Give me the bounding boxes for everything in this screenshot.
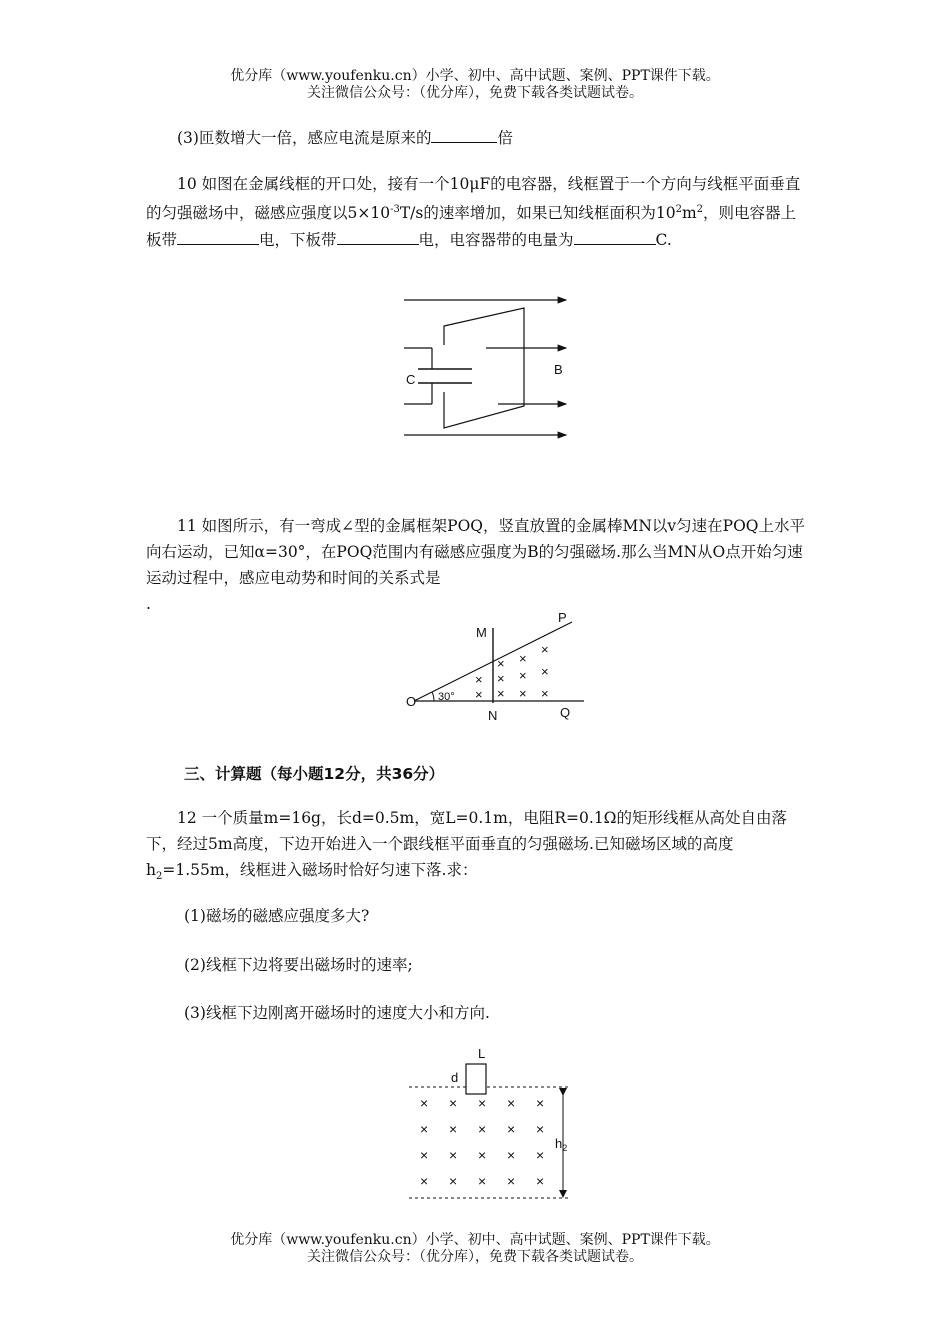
- question-11: [146, 513, 806, 617]
- q12-text-1: 12 一个质量m=16g，长d=0.5m，宽L=0.1m，电阻R=0.1Ω的矩形线框从高处自由落下，经过5m高度，下边开始进入一个跟线框平面垂直的匀强磁场.已知磁场区域的高度h: [146, 809, 788, 879]
- field-cross-mark: ×: [420, 1095, 429, 1111]
- q10-text-5: 电，下板带: [259, 231, 337, 250]
- q10-text-4: ，则电容器上板带: [146, 204, 797, 250]
- field-cross-mark: ×: [519, 686, 527, 701]
- section-3-title: 三、计算题（每小题12分，共36分）: [184, 765, 445, 783]
- q10-exponent: -3: [390, 204, 400, 215]
- answer-blank[interactable]: [431, 124, 497, 143]
- field-cross-mark: ×: [478, 1173, 487, 1189]
- label-h2: $h_2$: [555, 1136, 568, 1153]
- q12-subquestion-2: (2)线框下边将要出磁场时的速率;: [184, 956, 413, 974]
- q12-subscript: 2: [155, 871, 163, 883]
- q10-text-7: C.: [655, 231, 672, 250]
- field-cross-mark: ×: [475, 687, 483, 702]
- field-cross-mark: ×: [536, 1147, 545, 1163]
- label-b: B: [554, 362, 563, 377]
- field-cross-mark: ×: [449, 1121, 458, 1137]
- question-12: [146, 805, 806, 890]
- field-cross-mark: ×: [519, 668, 527, 683]
- label-p: P: [558, 610, 567, 625]
- field-cross-mark: ×: [497, 686, 505, 701]
- field-cross-mark: ×: [507, 1173, 516, 1189]
- field-cross-mark: ×: [536, 1121, 545, 1137]
- field-cross-mark: ×: [449, 1173, 458, 1189]
- field-cross-mark: ×: [497, 656, 505, 671]
- capacitor-frame-figure: [398, 288, 588, 448]
- field-cross-mark: ×: [420, 1147, 429, 1163]
- field-cross-mark: ×: [541, 664, 549, 679]
- field-cross-mark: ×: [541, 686, 549, 701]
- answer-blank[interactable]: [337, 226, 419, 245]
- label-n: N: [488, 708, 498, 723]
- field-cross-mark: ×: [449, 1147, 458, 1163]
- label-l: L: [478, 1046, 486, 1061]
- label-q: Q: [560, 705, 571, 720]
- footer-line-1: 优分库（www.youfenku.cn）小学、初中、高中试题、案例、PPT课件下载。: [230, 1232, 720, 1248]
- field-cross-mark: ×: [449, 1095, 458, 1111]
- label-c: C: [406, 372, 416, 387]
- question-9-part-3: [146, 124, 806, 151]
- field-cross-mark: ×: [507, 1121, 516, 1137]
- q9-3-text: (3)匝数增大一倍，感应电流是原来的: [177, 129, 432, 147]
- footer-line-2: 关注微信公众号：（优分库），免费下载各类试题试卷。: [307, 1249, 643, 1265]
- label-m: M: [476, 625, 487, 640]
- field-cross-mark: ×: [475, 672, 483, 687]
- q10-exponent: 2: [696, 204, 704, 215]
- metal-frame: [444, 308, 524, 428]
- q10-text-1: 10 如图在金属线框的开口处，接有一个10μF的电容器，线框置于一个方向与线框平面垂直的匀强磁场中，磁感应强度以5×10: [146, 175, 801, 223]
- q9-3-tail: 倍: [497, 129, 513, 147]
- page-footer: [0, 1232, 950, 1266]
- q10-text-2: T/s的速率增加，如果已知线框面积为10: [399, 204, 676, 223]
- q12-subquestion-1: (1)磁场的磁感应强度多大?: [184, 907, 370, 925]
- q11-text: 11 如图所示，有一弯成∠型的金属框架POQ，竖直放置的金属棒MN以v匀速在POQ上水平向右运动，已知α=30°，在POQ范围内有磁感应强度为B的匀强磁场.那么当MN从O点开始匀速运动过程中，感应电动势和时间的关系式是: [146, 517, 806, 587]
- field-cross-mark: ×: [420, 1173, 429, 1189]
- header-line-2: 关注微信公众号：（优分库），免费下载各类试题试卷。: [307, 85, 643, 101]
- angle-frame-figure: [400, 604, 590, 724]
- page-header: [0, 68, 950, 102]
- q10-text-6: 电，电容器带的电量为: [418, 231, 574, 250]
- field-cross-mark: ×: [478, 1147, 487, 1163]
- q10-text-3: m: [681, 204, 697, 223]
- field-cross-mark: ×: [478, 1095, 487, 1111]
- q10-exponent: 2: [675, 204, 682, 215]
- header-line-1: 优分库（www.youfenku.cn）小学、初中、高中试题、案例、PPT课件下载。: [230, 68, 720, 84]
- q12-subquestion-3: (3)线框下边刚离开磁场时的速度大小和方向.: [184, 1004, 490, 1022]
- field-cross-mark: ×: [507, 1095, 516, 1111]
- field-cross-mark: ×: [497, 671, 505, 686]
- answer-blank[interactable]: [177, 226, 259, 245]
- field-cross-mark: ×: [478, 1121, 487, 1137]
- question-10: [146, 171, 806, 253]
- q11-tail: .: [146, 595, 151, 613]
- label-d: d: [451, 1070, 459, 1085]
- label-o: O: [406, 694, 417, 709]
- answer-blank[interactable]: [574, 226, 656, 245]
- field-cross-mark: ×: [536, 1095, 545, 1111]
- field-cross-mark: ×: [541, 642, 549, 657]
- field-cross-mark: ×: [536, 1173, 545, 1189]
- angle-label: 30°: [438, 691, 455, 703]
- field-cross-mark: ×: [507, 1147, 516, 1163]
- magnetic-field-crosses: [420, 1095, 544, 1189]
- field-cross-mark: ×: [420, 1121, 429, 1137]
- angle-arc: [432, 692, 434, 701]
- falling-frame-figure: [405, 1044, 585, 1204]
- q12-text-2: =1.55m，线框进入磁场时恰好匀速下落.求：: [162, 861, 478, 879]
- magnetic-field-crosses: [475, 642, 549, 702]
- field-cross-mark: ×: [519, 651, 527, 666]
- rectangular-frame: [466, 1064, 486, 1094]
